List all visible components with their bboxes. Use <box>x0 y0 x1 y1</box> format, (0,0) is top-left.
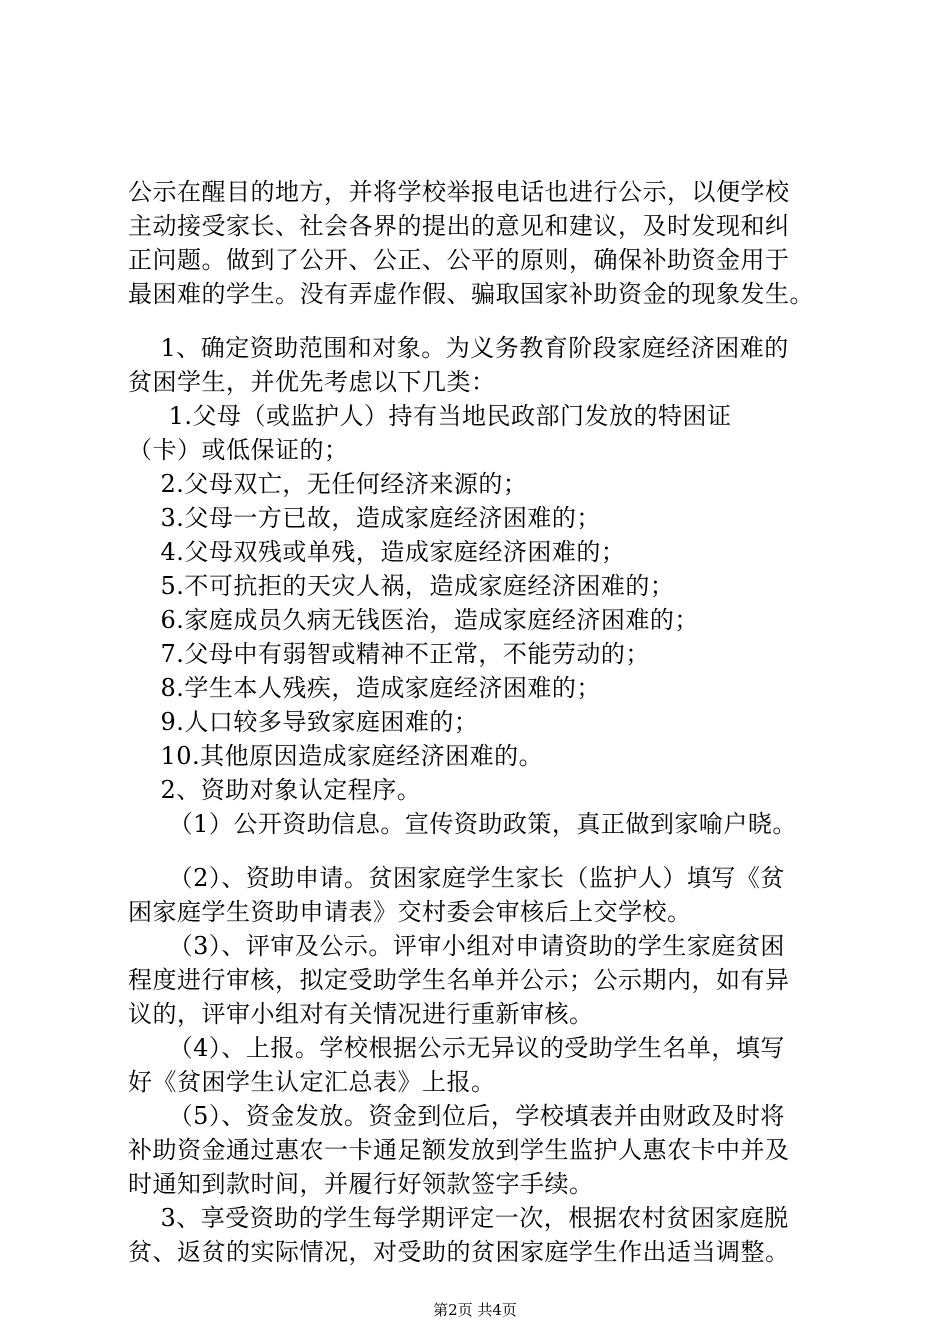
text-line: （2）、资助申请。贫困家庭学生家长（监护人）填写《贫 <box>128 864 785 892</box>
text-line: 贫、返贫的实际情况，对受助的贫困家庭学生作出适当调整。 <box>128 1238 790 1266</box>
text-line: 补助资金通过惠农一卡通足额发放到学生监护人惠农卡中并及 <box>128 1136 790 1164</box>
text-line: 公示在醒目的地方，并将学校举报电话也进行公示，以便学校 <box>128 178 790 206</box>
text-line: 2.父母双亡，无任何经济来源的； <box>128 470 528 498</box>
text-line: 最困难的学生。没有弄虚作假、骗取国家补助资金的现象发生。 <box>128 280 814 308</box>
text-line: 正问题。做到了公开、公正、公平的原则，确保补助资金用于 <box>128 246 790 274</box>
text-line: 10.其他原因造成家庭经济困难的。 <box>128 742 544 770</box>
text-line: 1.父母（或监护人）持有当地民政部门发放的特困证 <box>128 402 732 430</box>
text-line: 3、享受资助的学生每学期评定一次，根据农村贫困家庭脱 <box>128 1204 789 1232</box>
text-line: （卡）或低保证的； <box>128 436 349 464</box>
text-line: （4）、上报。学校根据公示无异议的受助学生名单，填写 <box>128 1034 785 1062</box>
text-line: 8.学生本人残疾，造成家庭经济困难的； <box>128 674 601 702</box>
text-line: 贫困学生，并优先考虑以下几类： <box>128 368 496 396</box>
text-line: 程度进行审核，拟定受助学生名单并公示；公示期内，如有异 <box>128 966 790 994</box>
text-line: 好《贫困学生认定汇总表》上报。 <box>128 1068 496 1096</box>
text-line: 5.不可抗拒的天灾人祸，造成家庭经济困难的； <box>128 572 675 600</box>
text-line: （5）、资金发放。资金到位后，学校填表并由财政及时将 <box>128 1102 785 1130</box>
text-line: 议的，评审小组对有关情况进行重新审核。 <box>128 1000 594 1028</box>
text-line: 7.父母中有弱智或精神不正常，不能劳动的； <box>128 640 650 668</box>
text-line: 4.父母双残或单残，造成家庭经济困难的； <box>128 538 626 566</box>
text-line: 2、资助对象认定程序。 <box>128 776 422 804</box>
text-line: 主动接受家长、社会各界的提出的意见和建议，及时发现和纠 <box>128 212 790 240</box>
text-line: 3.父母一方已故，造成家庭经济困难的； <box>128 504 601 532</box>
text-line: 困家庭学生资助申请表》交村委会审核后上交学校。 <box>128 898 692 926</box>
text-line: （3）、评审及公示。评审小组对申请资助的学生家庭贫困 <box>128 932 785 960</box>
text-line: 1、确定资助范围和对象。为义务教育阶段家庭经济困难的 <box>128 334 789 362</box>
text-line: 9.人口较多导致家庭困难的； <box>128 708 479 736</box>
text-line: 时通知到款时间，并履行好领款签字手续。 <box>128 1170 594 1198</box>
text-line: 6.家庭成员久病无钱医治，造成家庭经济困难的； <box>128 606 699 634</box>
text-line: （1）公开资助信息。宣传资助政策，真正做到家喻户晓。 <box>128 810 797 838</box>
page-number-footer: 第2页 共4页 <box>433 1301 517 1319</box>
